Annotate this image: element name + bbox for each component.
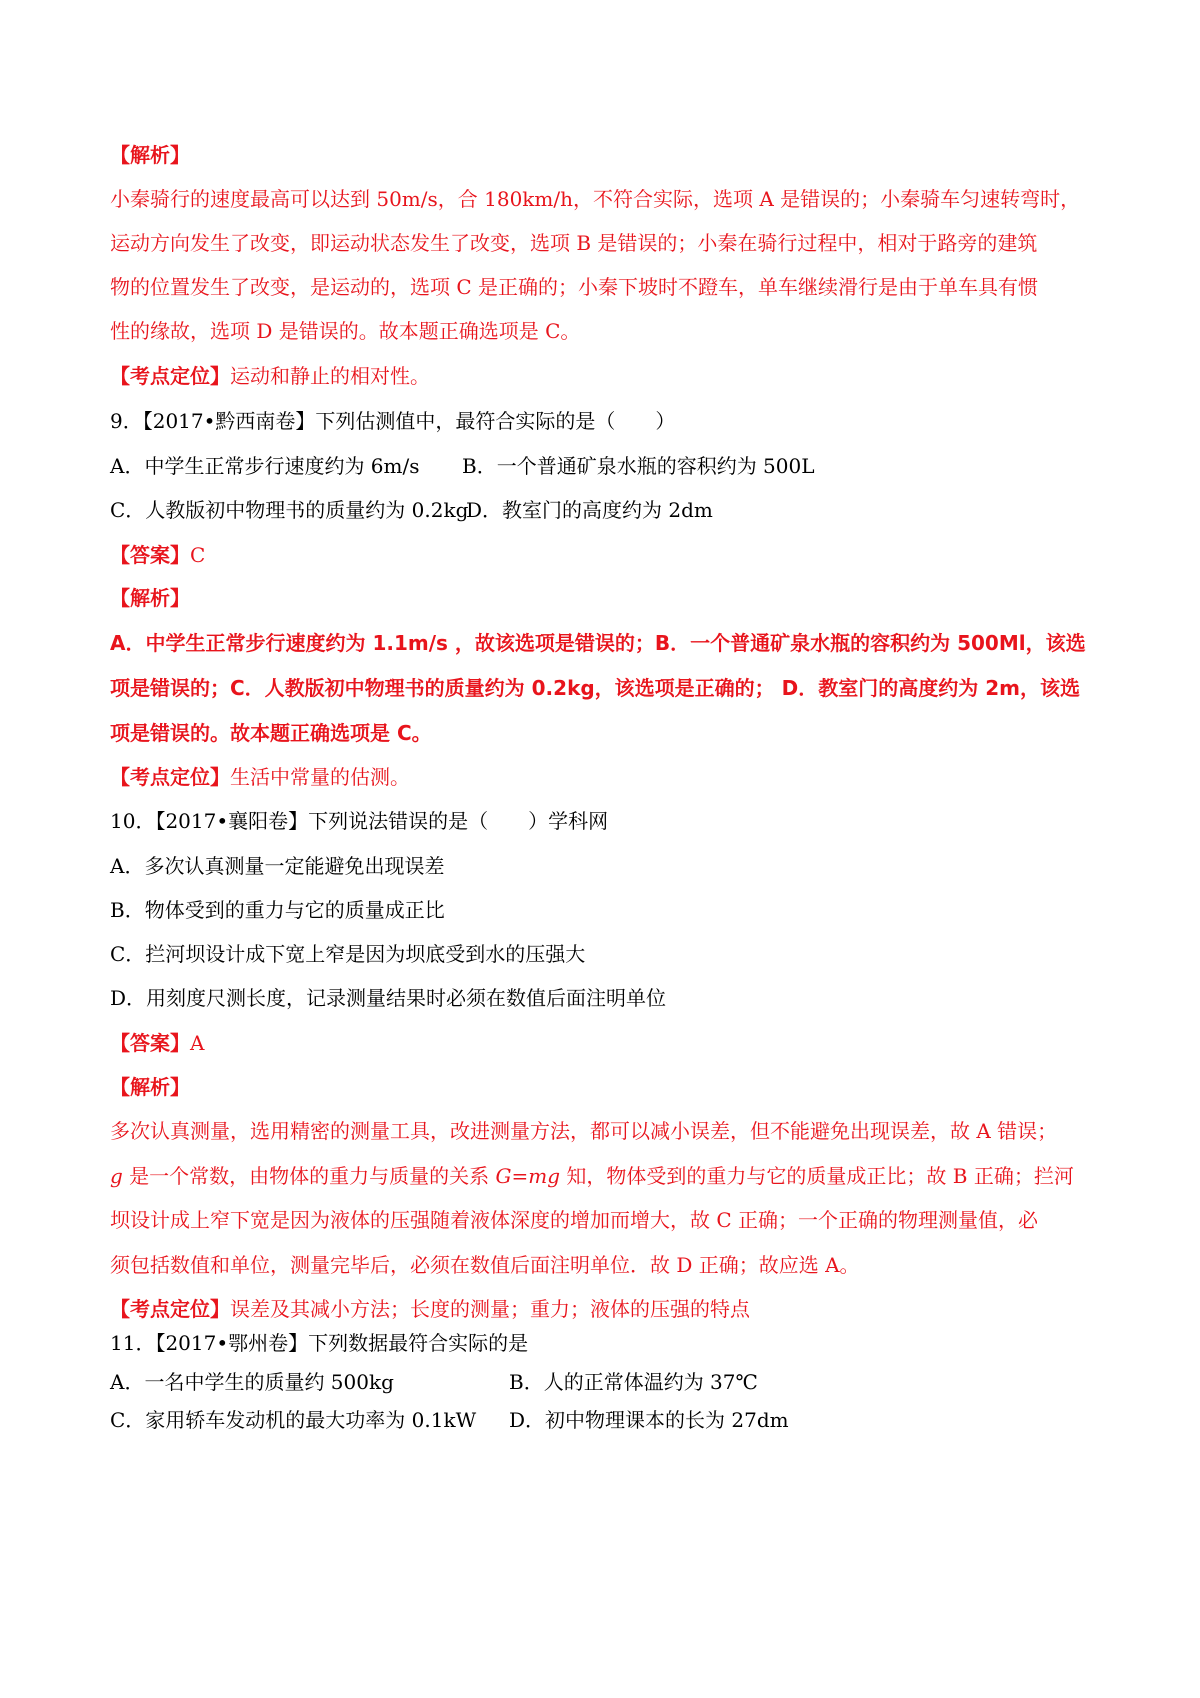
analysis-line: 物的位置发生了改变，是运动的，选项 C 是正确的；小秦下坡时不蹬车，单车继续滑行是由于单车具有惯 — [110, 275, 1039, 299]
analysis-line: 性的缘故，选项 D 是错误的。故本题正确选项是 C。 — [110, 319, 581, 343]
key-point-text: 运动和静止的相对性。 — [230, 364, 430, 388]
option-b: B．一个普通矿泉水瓶的容积约为 500L — [462, 454, 815, 478]
analysis-line: 小秦骑行的速度最高可以达到 50m/s，合 180km/h，不符合实际，选项 A 是错误的；小秦骑车匀速转弯时， — [110, 187, 1081, 211]
key-point-label: 【考点定位】 — [110, 1297, 230, 1321]
question-stem: 9．【2017•黔西南卷】下列估测值中，最符合实际的是（ ） — [110, 409, 676, 433]
key-point — [110, 1294, 750, 1324]
option-d: D．教室门的高度约为 2dm — [466, 498, 713, 522]
option-c: C．拦河坝设计成下宽上窄是因为坝底受到水的压强大 — [110, 942, 586, 966]
key-point-text: 生活中常量的估测。 — [230, 765, 410, 789]
option-a: A．一名中学生的质量约 500kg — [110, 1370, 394, 1394]
analysis-label: 【解析】 — [110, 143, 190, 167]
analysis-text: 知，物体受到的重力与它的质量成正比；故 B 正确；拦河 — [560, 1164, 1074, 1188]
option-c: C．家用轿车发动机的最大功率为 0.1kW — [110, 1408, 477, 1432]
question-stem: 10．【2017•襄阳卷】下列说法错误的是（ ）学科网 — [110, 809, 609, 833]
analysis-line — [110, 1161, 1074, 1191]
analysis-line: A．中学生正常步行速度约为 1.1m/s ，故该选项是错误的；B．一个普通矿泉水瓶的容积约为 500Ml，该选 — [110, 631, 1086, 655]
analysis-label: 【解析】 — [110, 586, 190, 610]
answer-value: C — [190, 543, 206, 567]
option-a: A．中学生正常步行速度约为 6m/s — [110, 454, 420, 478]
option-b: B．人的正常体温约为 37℃ — [509, 1370, 758, 1394]
key-point-text: 误差及其减小方法；长度的测量；重力；液体的压强的特点 — [230, 1297, 750, 1321]
analysis-line: 多次认真测量，选用精密的测量工具，改进测量方法，都可以减小误差，但不能避免出现误差，故 A 错误； — [110, 1119, 1058, 1143]
question-stem: 11．【2017•鄂州卷】下列数据最符合实际的是 — [110, 1331, 529, 1355]
analysis-label: 【解析】 — [110, 1075, 190, 1099]
analysis-line: 运动方向发生了改变，即运动状态发生了改变，选项 B 是错误的；小秦在骑行过程中，相对于路旁的建筑 — [110, 231, 1038, 255]
option-a: A．多次认真测量一定能避免出现误差 — [110, 854, 445, 878]
analysis-line: 项是错误的。故本题正确选项是 C。 — [110, 721, 432, 745]
answer — [110, 540, 205, 570]
key-point — [110, 762, 410, 792]
answer — [110, 1028, 204, 1058]
symbol-g: g — [110, 1164, 123, 1188]
option-b: B．物体受到的重力与它的质量成正比 — [110, 898, 445, 922]
option-d: D．用刻度尺测长度，记录测量结果时必须在数值后面注明单位 — [110, 986, 667, 1010]
key-point — [110, 361, 430, 391]
formula: G=mg — [495, 1164, 561, 1188]
answer-label: 【答案】 — [110, 1031, 190, 1055]
analysis-line: 须包括数值和单位，测量完毕后，必须在数值后面注明单位．故 D 正确；故应选 A。 — [110, 1253, 860, 1277]
analysis-line: 坝设计成上窄下宽是因为液体的压强随着液体深度的增加而增大，故 C 正确；一个正确的物理测量值，必 — [110, 1208, 1039, 1232]
option-d: D．初中物理课本的长为 27dm — [509, 1408, 789, 1432]
answer-value: A — [190, 1031, 205, 1055]
analysis-line: 项是错误的；C．人教版初中物理书的质量约为 0.2kg，该选项是正确的； D．教室门的高度约为 2m，该选 — [110, 676, 1080, 700]
key-point-label: 【考点定位】 — [110, 765, 230, 789]
option-c: C．人教版初中物理书的质量约为 0.2kg — [110, 498, 469, 522]
analysis-text: 是一个常数，由物体的重力与质量的关系 — [122, 1164, 496, 1188]
answer-label: 【答案】 — [110, 543, 190, 567]
key-point-label: 【考点定位】 — [110, 364, 230, 388]
